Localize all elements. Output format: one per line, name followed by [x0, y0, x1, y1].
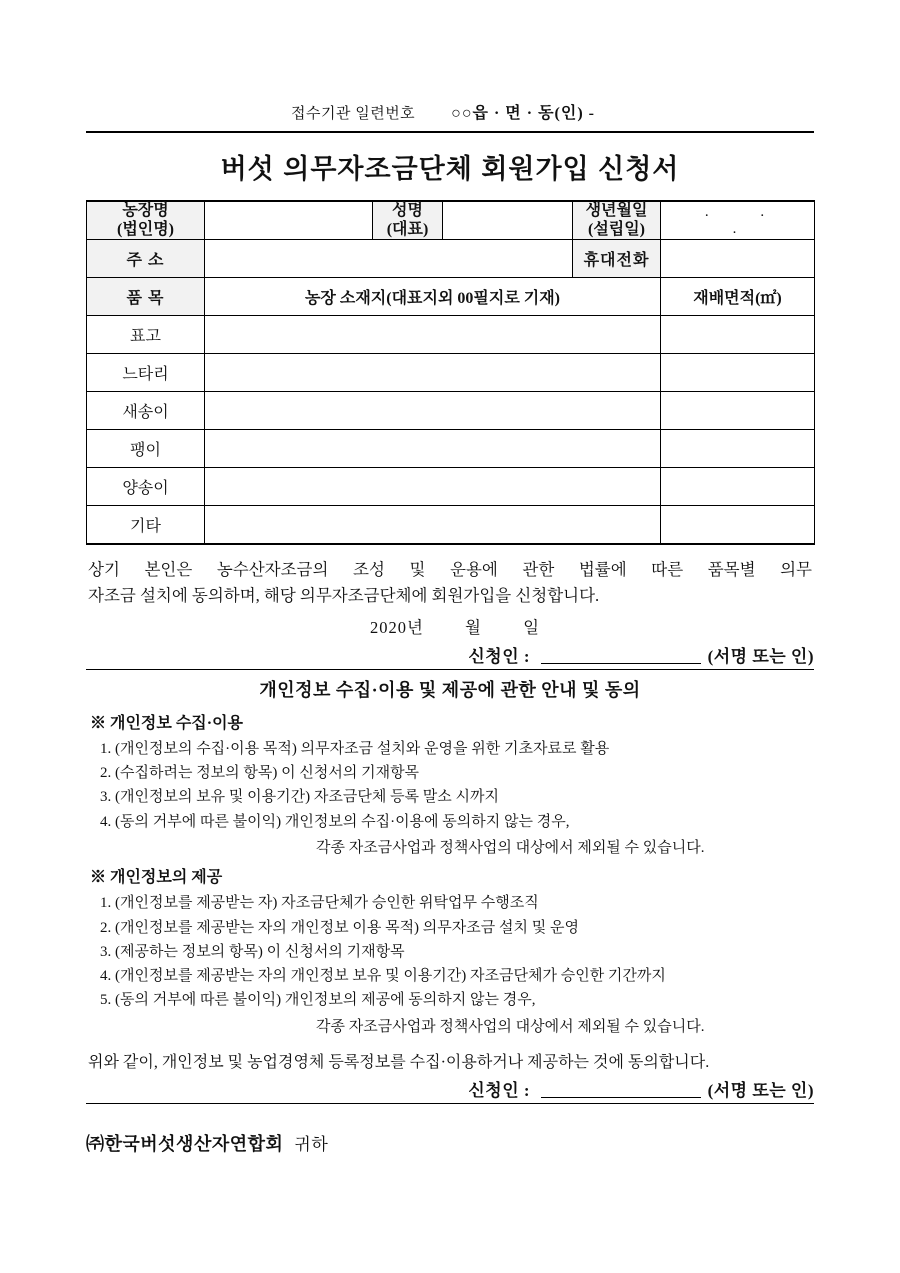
- item-area-4[interactable]: [661, 468, 815, 506]
- privacy-provide-heading: ※ 개인정보의 제공: [90, 869, 223, 887]
- item-location-1[interactable]: [205, 354, 661, 392]
- applicant-label-1: 신청인 :: [468, 646, 531, 666]
- table-row: [87, 392, 815, 430]
- list-item: 5. (동의 거부에 따른 불이익) 개인정보의 제공에 동의하지 않는 경우,: [100, 992, 536, 1009]
- item-location-0[interactable]: [205, 316, 661, 354]
- recipient-organization-name: ㈜한국버섯생산자연합회: [86, 1134, 284, 1155]
- privacy-collect-list: [86, 737, 814, 834]
- address-label: 주 소: [87, 240, 205, 278]
- rep-name-label: [373, 201, 443, 240]
- table-row-item-header: [87, 278, 815, 316]
- item-name-4: 양송이: [87, 468, 205, 506]
- date-day: 일: [523, 617, 541, 637]
- item-location-5[interactable]: [205, 506, 661, 545]
- item-area-2[interactable]: [661, 392, 815, 430]
- list-item: 1. (개인정보를 제공받는 자) 자조금단체가 승인한 위탁업무 수행조직: [100, 895, 539, 912]
- rep-name-label-line2: (대표): [386, 220, 429, 238]
- item-column-label: 품 목: [87, 278, 205, 316]
- date-year: 2020년: [369, 617, 424, 637]
- list-item: 3. (개인정보의 보유 및 이용기간) 자조금단체 등록 말소 시까지: [100, 789, 500, 806]
- cultivation-area-label: 재배면적(㎡): [661, 278, 815, 316]
- item-name-3: 팽이: [87, 430, 205, 468]
- item-location-3[interactable]: [205, 430, 661, 468]
- table-row: [87, 354, 815, 392]
- item-area-5[interactable]: [661, 506, 815, 545]
- list-item: 4. (개인정보를 제공받는 자의 개인정보 보유 및 이용기간) 자조금단체가 승인한 기간까지: [100, 968, 666, 985]
- privacy-provide-list: [86, 891, 814, 1012]
- birthdate-label-line1: 생년월일: [585, 202, 648, 220]
- date-month: 월: [465, 617, 482, 637]
- signature-suffix-1: (서명 또는 인): [707, 646, 814, 666]
- table-row: [87, 506, 815, 545]
- privacy-collect-note: 각종 자조금사업과 정책사업의 대상에서 제외될 수 있습니다.: [316, 839, 705, 856]
- list-item: 2. (개인정보를 제공받는 자의 개인정보 이용 목적) 의무자조금 설치 및 운영: [100, 919, 579, 936]
- header-divider: [86, 131, 814, 133]
- farm-name-label: [87, 201, 205, 240]
- date-line: [86, 614, 814, 638]
- recipient-organization: [86, 1130, 814, 1156]
- list-item: 1. (개인정보의 수집·이용 목적) 의무자조금 설치와 운영을 위한 기초자료로 활용: [100, 740, 610, 757]
- receipt-number-label: 접수기관 일련번호: [291, 106, 416, 122]
- rep-name-input[interactable]: [443, 201, 573, 240]
- phone-input[interactable]: [661, 240, 815, 278]
- applicant-signature-line-1: [86, 642, 814, 667]
- table-row: [87, 430, 815, 468]
- item-name-2: 새송이: [87, 392, 205, 430]
- farm-location-label: 농장 소재지(대표지외 00필지로 기재): [205, 278, 661, 316]
- list-item: 3. (제공하는 정보의 항목) 이 신청서의 기재항목: [100, 943, 405, 960]
- footer-divider: [86, 1103, 814, 1104]
- privacy-divider: [86, 669, 814, 670]
- page-title: 버섯 의무자조금단체 회원가입 신청서: [220, 154, 680, 184]
- consent-statement-line1: 상기 본인은 농수산자조금의 조성 및 운용에 관한 법률에 따른 품목별 의무: [88, 560, 812, 579]
- list-item: 4. (동의 거부에 따른 불이익) 개인정보의 수집·이용에 동의하지 않는 경우,: [100, 813, 570, 830]
- table-row-address: [87, 240, 815, 278]
- consent-statement-line2: 자조금 설치에 동의하며, 해당 의무자조금단체에 회원가입을 신청합니다.: [88, 586, 600, 606]
- signature-rule-1[interactable]: [541, 663, 701, 664]
- list-item: 2. (수집하려는 정보의 항목) 이 신청서의 기재항목: [100, 765, 420, 782]
- privacy-provide-note: 각종 자조금사업과 정책사업의 대상에서 제외될 수 있습니다.: [316, 1018, 705, 1035]
- applicant-signature-line-2: [86, 1076, 814, 1101]
- issuing-office-label: ○○읍 · 면 · 동(인) -: [451, 105, 595, 122]
- farm-name-label-line2: (법인명): [116, 220, 175, 238]
- address-input[interactable]: [205, 240, 573, 278]
- rep-name-label-line1: 성명: [392, 202, 423, 220]
- consent-statement: [86, 557, 814, 610]
- item-name-1: 느타리: [87, 354, 205, 392]
- table-row: [87, 316, 815, 354]
- farm-name-label-line1: 농장명: [122, 202, 169, 220]
- item-location-2[interactable]: [205, 392, 661, 430]
- farm-name-input[interactable]: [205, 201, 373, 240]
- signature-suffix-2: (서명 또는 인): [707, 1081, 814, 1101]
- privacy-agreement-line: 위와 같이, 개인정보 및 농업경영체 등록정보를 수집·이용하거나 제공하는 것에 동의합니다.: [88, 1054, 710, 1072]
- table-row-farm: [87, 201, 815, 240]
- birthdate-label-line2: (설립일): [587, 220, 646, 238]
- birthdate-input[interactable]: [661, 201, 815, 240]
- applicant-label-2: 신청인 :: [468, 1081, 531, 1101]
- table-row: [87, 468, 815, 506]
- item-area-1[interactable]: [661, 354, 815, 392]
- signature-rule-2[interactable]: [541, 1097, 701, 1098]
- phone-label: 휴대전화: [573, 240, 661, 278]
- birthdate-dots: . . .: [704, 203, 789, 237]
- privacy-section-title: 개인정보 수집·이용 및 제공에 관한 안내 및 동의: [259, 679, 641, 700]
- item-area-3[interactable]: [661, 430, 815, 468]
- header-row: [86, 100, 814, 123]
- item-name-5: 기타: [87, 506, 205, 545]
- item-location-4[interactable]: [205, 468, 661, 506]
- birthdate-label: [573, 201, 661, 240]
- privacy-collect-heading: ※ 개인정보 수집·이용: [90, 714, 243, 732]
- application-form-table: [86, 200, 815, 545]
- recipient-organization-suffix: 귀하: [294, 1135, 329, 1155]
- item-name-0: 표고: [87, 316, 205, 354]
- item-area-0[interactable]: [661, 316, 815, 354]
